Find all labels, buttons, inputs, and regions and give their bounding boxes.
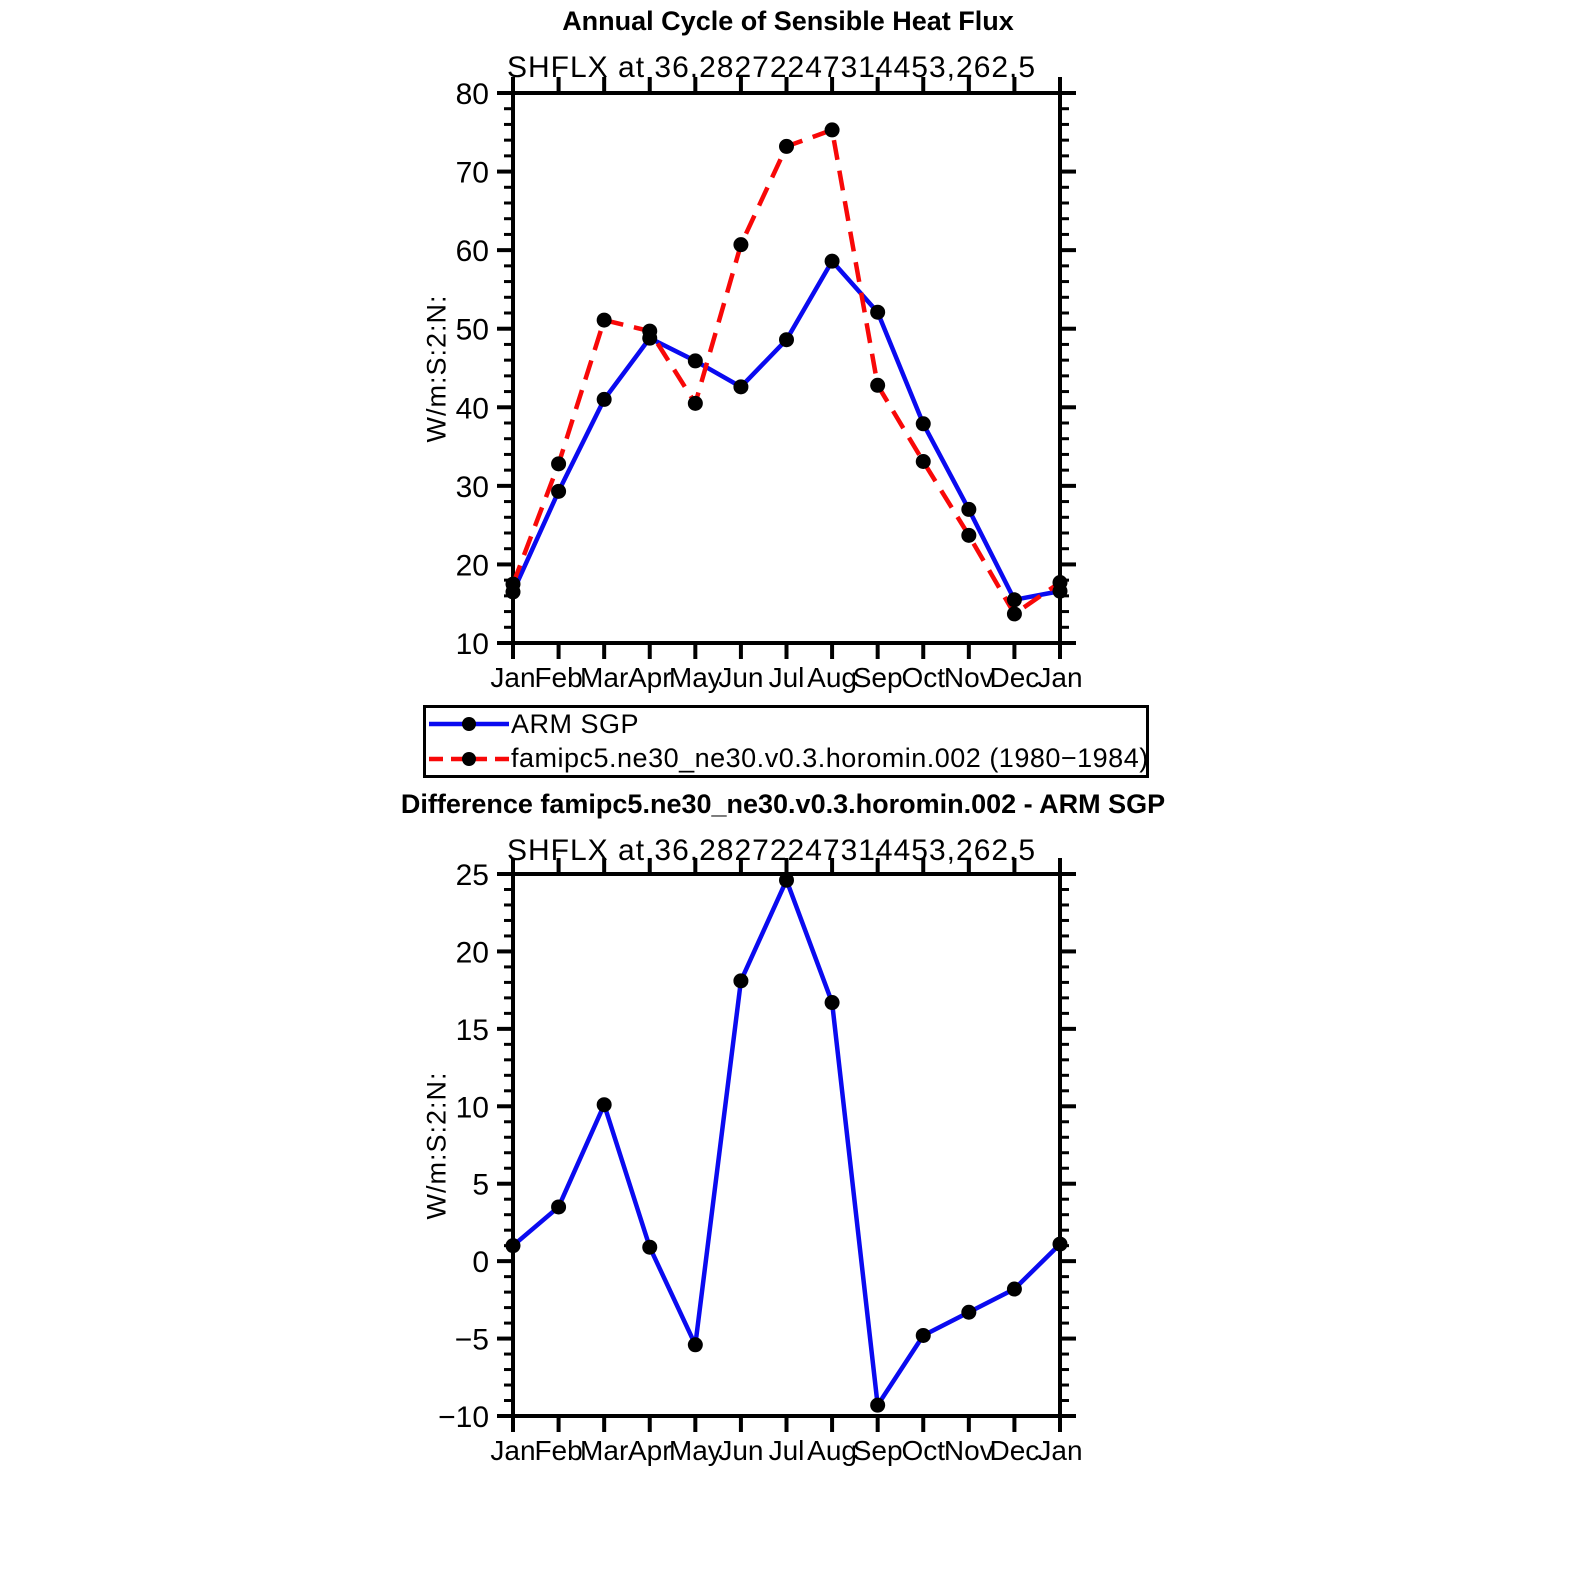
y-tick-label: 30 (455, 470, 489, 504)
data-point-marker (1007, 592, 1022, 607)
legend-sample-solid-line (427, 713, 511, 735)
y-tick-label: 20 (455, 936, 489, 970)
data-point-marker (961, 502, 976, 517)
legend-item-arm-sgp (426, 708, 1146, 741)
x-tick-label: Nov (943, 662, 994, 693)
y-tick-label: −5 (454, 1323, 489, 1357)
data-point-marker (916, 1328, 931, 1343)
data-point-marker (870, 1398, 885, 1413)
y-tick-label: 25 (455, 859, 489, 892)
x-tick-label: Jan (1037, 1435, 1083, 1466)
data-point-marker (825, 254, 840, 269)
x-tick-label: Aug (807, 1435, 857, 1466)
series-line-difference (513, 880, 1060, 1405)
x-tick-label: Apr (627, 1435, 672, 1466)
data-point-marker (961, 1305, 976, 1320)
data-point-marker (506, 1238, 521, 1253)
plot-frame (513, 874, 1060, 1416)
data-point-marker (597, 1097, 612, 1112)
data-point-marker (688, 353, 703, 368)
data-point-marker (642, 324, 657, 339)
data-point-marker (733, 237, 748, 252)
x-tick-label: May (668, 1435, 722, 1466)
x-tick-label: Jan (490, 1435, 536, 1466)
data-point-marker (916, 416, 931, 431)
difference-chart-title: Difference famipc5.ne30_ne30.v0.3.horomin.002 - ARM SGP (400, 789, 1166, 819)
data-point-marker (825, 122, 840, 137)
x-tick-label: Jan (490, 662, 536, 693)
data-point-marker (1007, 606, 1022, 621)
data-point-marker (779, 332, 794, 347)
legend (423, 705, 1149, 778)
x-tick-label: May (668, 662, 722, 693)
data-point-marker (733, 973, 748, 988)
x-tick-label: Feb (534, 662, 583, 693)
y-tick-label: 20 (455, 549, 489, 583)
data-point-marker (870, 378, 885, 393)
y-tick-label: 70 (455, 156, 489, 190)
data-point-marker (1053, 1237, 1068, 1252)
legend-label-arm-sgp: ARM SGP (511, 708, 640, 739)
x-tick-label: Mar (580, 662, 629, 693)
data-point-marker (688, 396, 703, 411)
data-point-marker (688, 1337, 703, 1352)
data-point-marker (1053, 575, 1068, 590)
y-tick-label: 15 (455, 1013, 489, 1047)
data-point-marker (1007, 1282, 1022, 1297)
x-tick-label: Apr (627, 662, 672, 693)
top-chart-plot (456, 77, 1083, 693)
data-point-marker (733, 379, 748, 394)
y-tick-label: 60 (455, 235, 489, 269)
x-tick-label: Mar (580, 1435, 629, 1466)
y-tick-label: 10 (455, 628, 489, 661)
data-point-marker (961, 528, 976, 543)
x-tick-label: Sep (852, 1435, 903, 1466)
plot-frame (513, 93, 1060, 643)
legend-marker-dot-icon (462, 752, 476, 766)
y-tick-label: −10 (438, 1401, 489, 1434)
x-tick-label: Jul (768, 1435, 805, 1466)
x-tick-label: Jul (768, 662, 805, 693)
legend-item-famipc5 (426, 743, 1149, 776)
top-chart-title: Annual Cycle of Sensible Heat Flux (562, 6, 1014, 36)
y-tick-label: 40 (455, 392, 489, 426)
x-tick-label: Feb (534, 1435, 583, 1466)
x-tick-label: Aug (807, 662, 857, 693)
y-tick-label: 10 (455, 1091, 489, 1125)
y-tick-label: 50 (455, 313, 489, 347)
data-point-marker (916, 454, 931, 469)
data-point-marker (825, 995, 840, 1010)
x-tick-label: Oct (901, 1435, 946, 1466)
difference-chart-subtitle: SHFLX at 36.28272247314453,262.5 (507, 834, 1037, 867)
legend-sample-dashed-line (427, 748, 511, 770)
y-tick-label: 5 (472, 1168, 489, 1202)
legend-marker-dot-icon (462, 717, 476, 731)
x-tick-label: Dec (989, 1435, 1040, 1466)
data-point-marker (597, 392, 612, 407)
x-tick-label: Dec (989, 662, 1040, 693)
legend-label-famipc5: famipc5.ne30_ne30.v0.3.horomin.002 (1980−1984) (511, 743, 1149, 774)
x-tick-label: Jan (1037, 662, 1083, 693)
data-point-marker (642, 1240, 657, 1255)
series-line-famipc5-ne30-ne30-v0-3-horomin-002-1980-1984- (513, 130, 1060, 614)
data-point-marker (551, 456, 566, 471)
data-point-marker (870, 305, 885, 320)
x-tick-label: Sep (852, 662, 903, 693)
data-point-marker (551, 484, 566, 499)
difference-chart-y-axis-label: W/m:S:2:N: (421, 1071, 452, 1220)
data-point-marker (779, 139, 794, 154)
data-point-marker (597, 313, 612, 328)
data-point-marker (779, 873, 794, 888)
x-tick-label: Oct (901, 662, 946, 693)
top-chart-y-axis-label: W/m:S:2:N: (421, 294, 452, 443)
top-chart-subtitle: SHFLX at 36.28272247314453,262.5 (507, 51, 1037, 84)
x-tick-label: Jun (718, 662, 764, 693)
y-tick-label: 0 (472, 1246, 489, 1280)
x-tick-label: Nov (943, 1435, 994, 1466)
data-point-marker (551, 1199, 566, 1214)
y-tick-label: 80 (455, 78, 489, 111)
x-tick-label: Jun (718, 1435, 764, 1466)
difference-chart-plot (438, 858, 1082, 1466)
data-point-marker (506, 577, 521, 592)
